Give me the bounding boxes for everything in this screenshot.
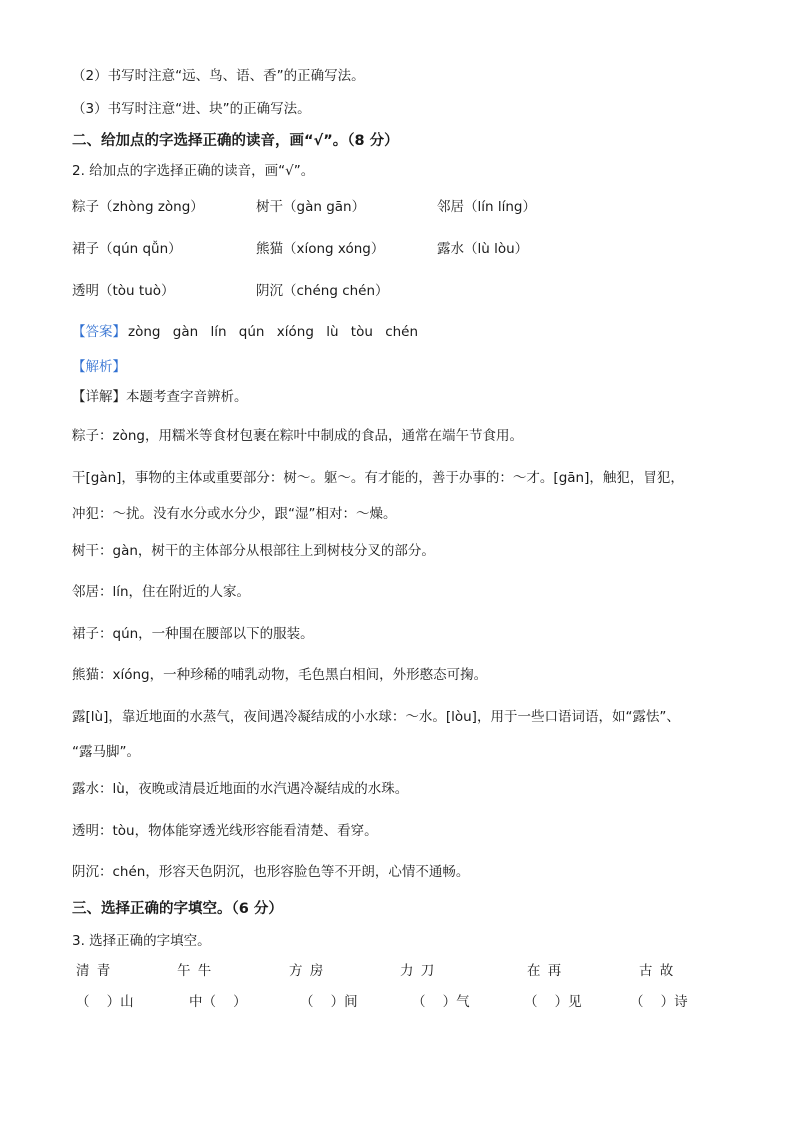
answer-line: [72, 323, 418, 341]
choice-pair: 力 刀: [400, 963, 435, 979]
pinyin-item: 透明（tòu tuò）: [72, 283, 175, 299]
pinyin-item: 树干（gàn gān）: [256, 199, 366, 215]
answer-text: zòng gàn lín qún xíóng lù tòu chén: [128, 324, 419, 340]
analysis-paragraph: 露水：lù，夜晚或清晨近地面的水汽遇冷凝结成的水珠。: [72, 781, 409, 797]
note-line-3: （3）书写时注意“进、块”的正确写法。: [72, 101, 311, 117]
detail-text: 本题考查字音辨析。: [126, 389, 248, 405]
section-3-title: 三、选择正确的字填空。（6 分）: [72, 901, 283, 917]
question-3-prompt: 3. 选择正确的字填空。: [72, 933, 211, 949]
choice-pair: 午 牛: [177, 963, 212, 979]
analysis-paragraph: 粽子：zòng，用糯米等食材包裹在粽叶中制成的食品，通常在端午节食用。: [72, 428, 523, 444]
fill-blank: （ ）山: [76, 994, 134, 1010]
pinyin-item: 粽子（zhòng zòng）: [72, 199, 204, 215]
analysis-paragraph: 熊猫：xíóng，一种珍稀的哺乳动物，毛色黑白相间，外形憨态可掬。: [72, 667, 488, 683]
analysis-paragraph: 露[lù]，靠近地面的水蒸气，夜间遇冷凝结成的小水球：～水。[lòu]，用于一些口语词语，如“露怯”、: [72, 709, 680, 725]
pinyin-item: 露水（lù lòu）: [437, 241, 529, 257]
detail-line: [72, 388, 248, 406]
analysis-tag: 【解析】: [72, 359, 126, 375]
question-2-prompt: 2. 给加点的字选择正确的读音，画“√”。: [72, 163, 315, 179]
analysis-paragraph: 透明：tòu，物体能穿透光线形容能看清楚、看穿。: [72, 823, 378, 839]
detail-tag: 【详解】: [72, 389, 126, 405]
pinyin-item: 裙子（qún qǚn）: [72, 241, 182, 257]
choice-pair: 方 房: [289, 963, 324, 979]
analysis-paragraph: 裙子：qún，一种围在腰部以下的服装。: [72, 626, 314, 642]
fill-blank: （ ）诗: [630, 994, 688, 1010]
fill-blank: （ ）气: [412, 994, 470, 1010]
fill-blank: （ ）间: [300, 994, 358, 1010]
pinyin-item: 阴沉（chéng chén）: [256, 283, 389, 299]
analysis-paragraph: 阴沉：chén，形容天色阴沉，也形容脸色等不开朗，心情不通畅。: [72, 864, 470, 880]
fill-blank: 中（ ）: [189, 994, 247, 1010]
choice-pair: 在 再: [527, 963, 562, 979]
pinyin-item: 熊猫（xíong xóng）: [256, 241, 385, 257]
pinyin-item: 邻居（lín líng）: [437, 199, 536, 215]
analysis-paragraph: 冲犯：～扰。没有水分或水分少，跟“湿”相对：～燥。: [72, 506, 397, 522]
answer-tag: 【答案】: [72, 324, 126, 340]
analysis-paragraph: 干[gàn]，事物的主体或重要部分：树～。躯～。有才能的，善于办事的：～才。[gān]，触犯，冒犯，: [72, 470, 684, 486]
choice-pair: 古 故: [639, 963, 674, 979]
analysis-paragraph: 树干：gàn，树干的主体部分从根部往上到树枝分叉的部分。: [72, 543, 435, 559]
fill-blank: （ ）见: [524, 994, 582, 1010]
choice-pair: 清 青: [76, 963, 111, 979]
section-2-title: 二、给加点的字选择正确的读音，画“√”。（8 分）: [72, 133, 399, 149]
note-line-2: （2）书写时注意“远、鸟、语、香”的正确写法。: [72, 68, 365, 84]
analysis-paragraph: “露马脚”。: [72, 744, 140, 760]
analysis-paragraph: 邻居：lín，住在附近的人家。: [72, 584, 251, 600]
